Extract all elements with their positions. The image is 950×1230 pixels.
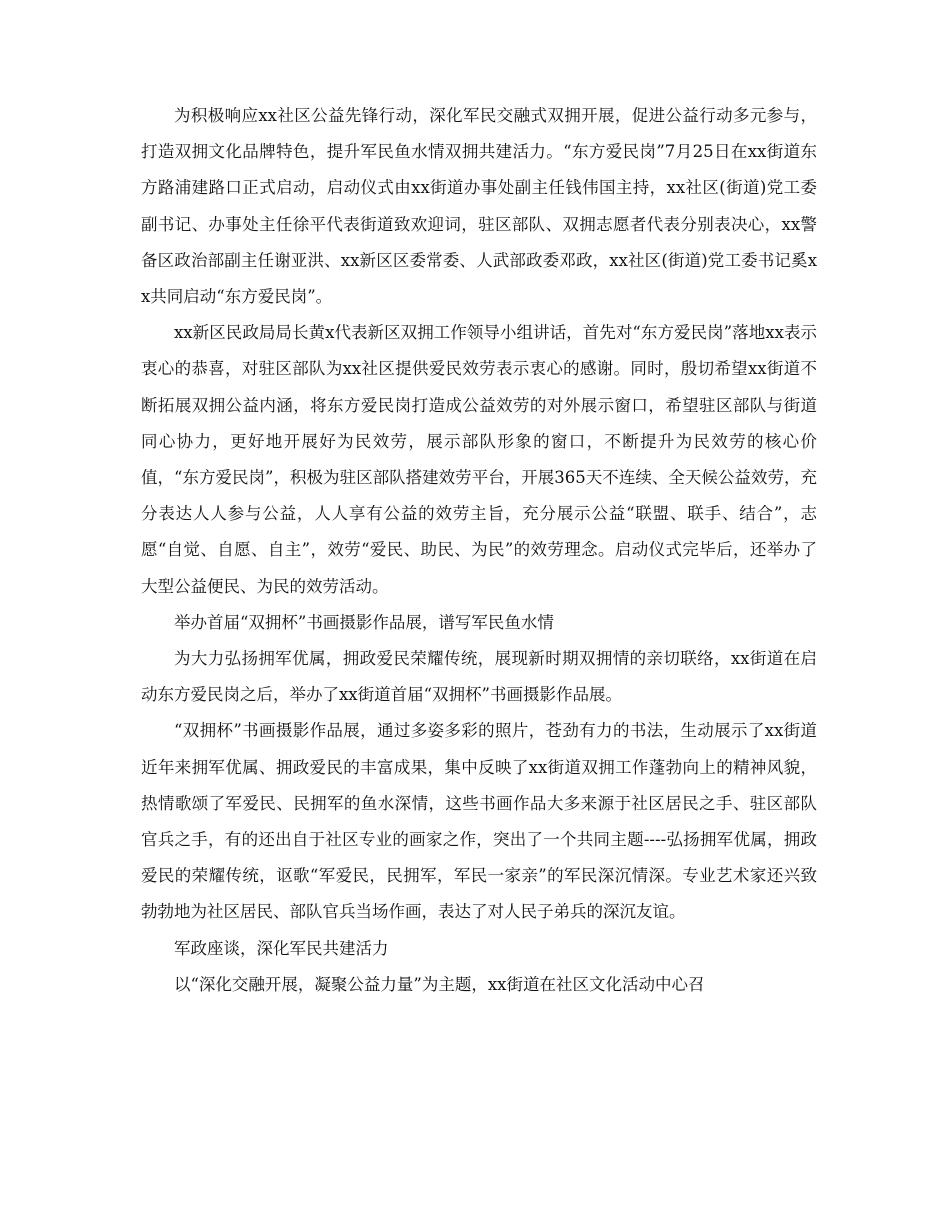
paragraph-launch-ceremony: 为积极响应xx社区公益先锋行动，深化军民交融式双拥开展，促进公益行动多元参与，打造双拥文化品牌特色，提升军民鱼水情双拥共建活力。“东方爱民岗”7月25日在xx街道东方路浦建路口正式启动，启动仪式由xx街道办事处副主任钱伟国主持，xx社区(街道)党工委副书记、办事处主任徐平代表街道致欢迎词，驻区部队、双拥志愿者代表分别表决心，xx警备区政治部副主任谢亚洪、xx新区区委常委、人武部政委邓政，xx社区(街道)党工委书记奚xx共同启动“东方爱民岗”。 xyxy=(141,106,817,307)
section-heading-art-exhibition: 举办首届“双拥杯”书画摄影作品展，谱写军民鱼水情 xyxy=(174,612,554,632)
paragraph-exhibition-intro: 为大力弘扬拥军优属，拥政爱民荣耀传统，展现新时期双拥情的亲切联络，xx街道在启动东方爱民岗之后，举办了xx街道首届“双拥杯”书画摄影作品展。 xyxy=(141,649,817,705)
paragraph-symposium-intro: 以“深化交融开展，凝聚公益力量”为主题，xx街道在社区文化活动中心召 xyxy=(174,974,705,994)
document-body xyxy=(141,98,817,1003)
section-heading-symposium: 军政座谈，深化军民共建活力 xyxy=(174,938,389,958)
paragraph-exhibition-details: “双拥杯”书画摄影作品展，通过多姿多彩的照片，苍劲有力的书法，生动展示了xx街道近年来拥军优属、拥政爱民的丰富成果，集中反映了xx街道双拥工作蓬勃向上的精神风貌，热情歌颂了军爱民、民拥军的鱼水深情，这些书画作品大多来源于社区居民之手、驻区部队官兵之手，有的还出自于社区专业的画家之作，突出了一个共同主题----弘扬拥军优属，拥政爱民的荣耀传统，讴歌“军爱民，民拥军，军民一家亲”的军民深沉情深。专业艺术家还兴致勃勃地为社区居民、部队官兵当场作画，表达了对人民子弟兵的深沉友谊。 xyxy=(141,721,817,922)
paragraph-civil-affairs-speech: xx新区民政局局长黄x代表新区双拥工作领导小组讲话，首先对“东方爱民岗”落地xx表示衷心的恭喜，对驻区部队为xx社区提供爱民效劳表示衷心的感谢。同时，殷切希望xx街道不断拓展双拥公益内涵，将东方爱民岗打造成公益效劳的对外展示窗口，希望驻区部队与街道同心协力，更好地开展好为民效劳，展示部队形象的窗口，不断提升为民效劳的核心价值，“东方爱民岗”，积极为驻区部队搭建效劳平台，开展365天不连续、全天候公益效劳，充分表达人人参与公益，人人享有公益的效劳主旨，充分展示公益“联盟、联手、结合”，志愿“自觉、自愿、自主”，效劳“爱民、助民、为民”的效劳理念。启动仪式完毕后，还举办了大型公益便民、为民的效劳活动。 xyxy=(141,323,817,596)
